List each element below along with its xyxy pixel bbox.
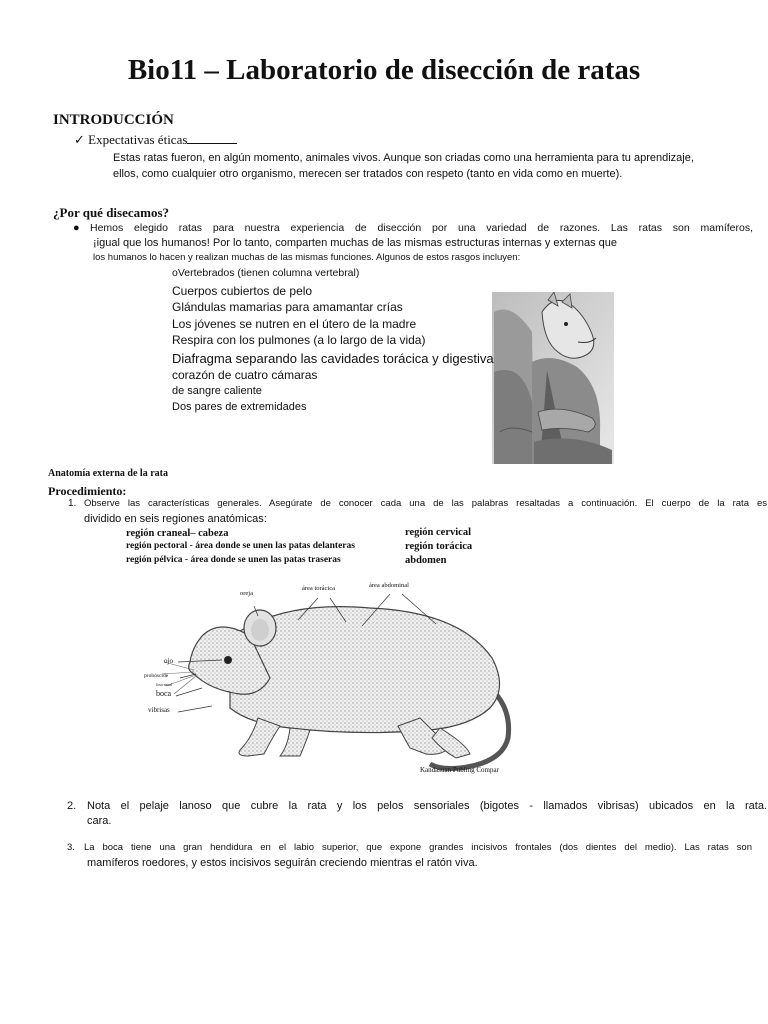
step2-line1: Nota el pelaje lanoso que cubre la rata y los pelos sensoriales (bigotes - llamados vibrisas) ubicados en la rata. bbox=[87, 800, 767, 812]
label-snout: probóscide bbox=[144, 673, 169, 679]
region-left: región pélvica - área donde se unen las patas traseras bbox=[126, 555, 341, 565]
trait-item: Glándulas mamarias para amamantar crías bbox=[172, 300, 403, 314]
trait-item: oVertebrados (tienen columna vertebral) bbox=[172, 267, 360, 279]
region-right: región torácica bbox=[405, 541, 473, 552]
label-snout-sub: fosa nasal bbox=[156, 682, 172, 687]
trait-item: Respira con los pulmones (a lo largo de la vida) bbox=[172, 333, 426, 347]
expectations-text-line2: ellos, como cualquier otro organismo, merecen ser tratados con respeto (tanto en vida como en muerte). bbox=[113, 168, 623, 180]
trait-item: Cuerpos cubiertos de pelo bbox=[172, 284, 313, 298]
why-heading: ¿Por qué disecamos? bbox=[53, 205, 170, 220]
region-right: abdomen bbox=[405, 555, 447, 566]
trait-item: Dos pares de extremidades bbox=[172, 401, 307, 413]
procedure-heading: Procedimiento: bbox=[48, 484, 127, 498]
trait-item: Diafragma separando las cavidades torácica y digestiva bbox=[172, 351, 494, 366]
trait-item: Los jóvenes se nutren en el útero de la madre bbox=[172, 317, 417, 331]
step3-line1: La boca tiene una gran hendidura en el labio superior, que expone grandes incisivos frontales (dos dientes del medio). Las ratas son bbox=[84, 842, 752, 853]
step3-number: 3. bbox=[67, 842, 75, 853]
why-line2: ¡igual que los humanos! Por lo tanto, comparten muchas de las mismas estructuras internas y externas que bbox=[93, 237, 617, 249]
rat-character-illustration bbox=[492, 292, 614, 464]
rat-anatomy-diagram bbox=[140, 578, 530, 782]
expectations-label-text: ✓ Expectativas éticas bbox=[74, 132, 188, 147]
region-right: región cervical bbox=[405, 527, 471, 538]
label-eye: ojo bbox=[164, 657, 173, 665]
why-line3: los humanos lo hacen y realizan muchas de las mismas funciones. Algunos de estos rasgos incluyen: bbox=[93, 252, 521, 263]
label-vibrissae: vibrisas bbox=[148, 706, 170, 714]
label-thoracic: área torácica bbox=[302, 585, 336, 592]
trait-item: de sangre caliente bbox=[172, 385, 262, 397]
step2-number: 2. bbox=[67, 800, 77, 812]
label-abdominal: área abdominal bbox=[369, 582, 409, 589]
why-line1: Hemos elegido ratas para nuestra experiencia de disección por una variedad de razones. Las ratas son mamíferos, bbox=[90, 222, 753, 234]
diagram-credit: Kandasuan Publing Compar bbox=[420, 766, 499, 774]
intro-heading: INTRODUCCIÓN bbox=[53, 112, 174, 128]
region-left: región pectoral - área donde se unen las patas delanteras bbox=[126, 541, 355, 551]
trait-item: corazón de cuatro cámaras bbox=[172, 368, 318, 382]
step1-line2: dividido en seis regiones anatómicas: bbox=[84, 513, 267, 525]
step2-line2: cara. bbox=[87, 815, 112, 827]
step3-line2: mamíferos roedores, y estos incisivos seguirán creciendo mientras el ratón viva. bbox=[87, 857, 478, 869]
expectations-text-line1: Estas ratas fueron, en algún momento, animales vivos. Aunque son criadas como una herramienta para tu aprendizaje, bbox=[113, 152, 694, 164]
region-left: región craneal– cabeza bbox=[126, 528, 229, 539]
step1-number: 1. bbox=[68, 498, 77, 509]
bullet-icon: ● bbox=[73, 222, 80, 234]
expectations-underline bbox=[187, 133, 237, 144]
page-title: Bio11 – Laboratorio de disección de ratas bbox=[127, 54, 641, 86]
expectations-label bbox=[74, 132, 237, 148]
external-anatomy-heading: Anatomía externa de la rata bbox=[48, 468, 168, 479]
label-mouth: boca bbox=[156, 689, 172, 698]
label-ears: oreja bbox=[240, 590, 253, 597]
step1-line1: Observe las características generales. Asegúrate de conocer cada una de las palabras resaltadas a continuación. El cuerpo de la rata es bbox=[84, 498, 767, 509]
